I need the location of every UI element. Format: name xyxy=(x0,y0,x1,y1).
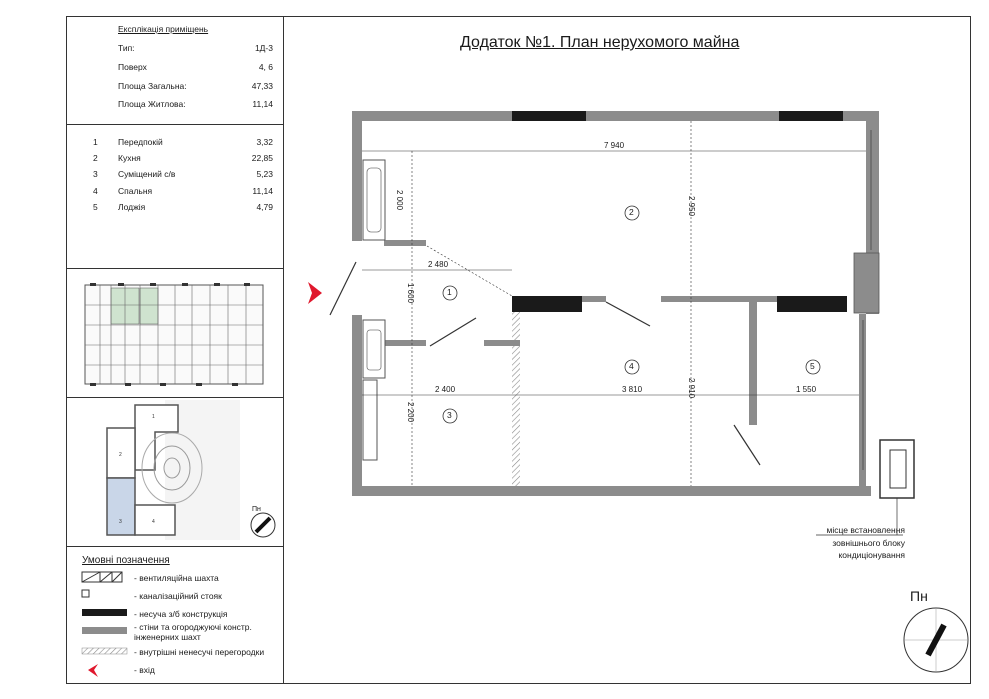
room-name: Кухня xyxy=(118,153,141,163)
svg-text:1: 1 xyxy=(152,414,155,420)
explication-type-label: Тип: xyxy=(118,43,135,53)
room-num: 2 xyxy=(93,153,98,163)
room-area: 4,79 xyxy=(256,202,273,212)
explication-total-area-label: Площа Загальна: xyxy=(118,81,187,91)
dim-2200: 2 200 xyxy=(406,402,415,423)
room-label-2: 2 xyxy=(629,207,634,217)
legend-sewer-symbol xyxy=(82,590,89,597)
room-label-1: 1 xyxy=(447,287,452,297)
dim-7940: 7 940 xyxy=(604,141,625,150)
room-area: 22,85 xyxy=(251,153,273,163)
room-area: 3,32 xyxy=(256,137,273,147)
room-label-5: 5 xyxy=(810,361,815,371)
legend-ventilation: - вентиляційна шахта xyxy=(134,573,219,583)
room-num: 4 xyxy=(93,186,98,196)
room-area: 11,14 xyxy=(252,186,273,196)
room-label-4: 4 xyxy=(629,361,634,371)
legend-partition-symbol xyxy=(82,648,127,654)
legend-title: Умовні позначення xyxy=(82,555,170,566)
room-area: 5,23 xyxy=(256,169,273,179)
page-title: Додаток №1. План нерухомого майна xyxy=(460,34,740,51)
legend-walls: - стіни та огороджуючі констр. інженерних шахт xyxy=(134,622,252,642)
entry-arrow-icon xyxy=(308,282,322,304)
room-name: Спальня xyxy=(118,186,153,196)
svg-text:2: 2 xyxy=(119,452,122,458)
room-name: Суміщений с/в xyxy=(118,169,176,179)
room-num: 5 xyxy=(93,202,98,212)
explication-floor-value: 4, 6 xyxy=(258,62,273,72)
explication-heading: Експлікація приміщень xyxy=(118,24,209,34)
north-label: Пн xyxy=(910,588,928,604)
room-name: Лоджія xyxy=(118,202,146,212)
room-num: 3 xyxy=(93,169,98,179)
legend-bearing-symbol xyxy=(82,609,127,616)
floor-plan xyxy=(308,111,914,498)
svg-text:3: 3 xyxy=(119,519,122,525)
dim-1550: 1 550 xyxy=(796,385,817,394)
explication-living-area-label: Площа Житлова: xyxy=(118,99,186,109)
ac-note-line2: зовнішнього блоку xyxy=(832,538,905,548)
dim-2000: 2 000 xyxy=(395,190,404,211)
small-compass-icon xyxy=(251,513,275,537)
dim-3810: 3 810 xyxy=(622,385,643,394)
floor-overview-plan xyxy=(85,283,263,386)
legend-ventilation-symbol xyxy=(82,572,122,582)
explication-type-value: 1Д-3 xyxy=(254,43,273,53)
room-num: 1 xyxy=(93,137,98,147)
site-overview-plan xyxy=(107,400,240,540)
explication-floor-label: Поверх xyxy=(118,62,147,72)
dim-2400: 2 400 xyxy=(435,385,456,394)
legend-wall-symbol xyxy=(82,627,127,634)
dim-2480: 2 480 xyxy=(428,260,449,269)
legend-bearing: - несуча з/б конструкція xyxy=(134,609,228,619)
room-label-3: 3 xyxy=(447,410,452,420)
legend-partitions: - внутрішні ненесучі перегородки xyxy=(134,647,265,657)
dim-2950: 2 950 xyxy=(687,196,696,217)
north-compass-icon xyxy=(904,608,968,672)
explication-living-area-value: 11,14 xyxy=(252,99,273,109)
svg-text:4: 4 xyxy=(152,519,155,525)
explication-total-area-value: 47,33 xyxy=(251,81,273,91)
legend-sewer: - каналізаційний стояк xyxy=(134,591,222,601)
dim-1600: 1 600 xyxy=(406,283,415,304)
small-north-label: Пн xyxy=(252,506,261,513)
ac-note-line1: місце встановлення xyxy=(826,525,905,535)
ac-note-line3: кондиціонування xyxy=(838,550,905,560)
legend-entry-arrow-icon xyxy=(88,664,98,677)
room-name: Передпокій xyxy=(118,137,163,147)
dim-2910: 2 910 xyxy=(687,378,696,399)
legend-entry: - вхід xyxy=(134,665,155,675)
